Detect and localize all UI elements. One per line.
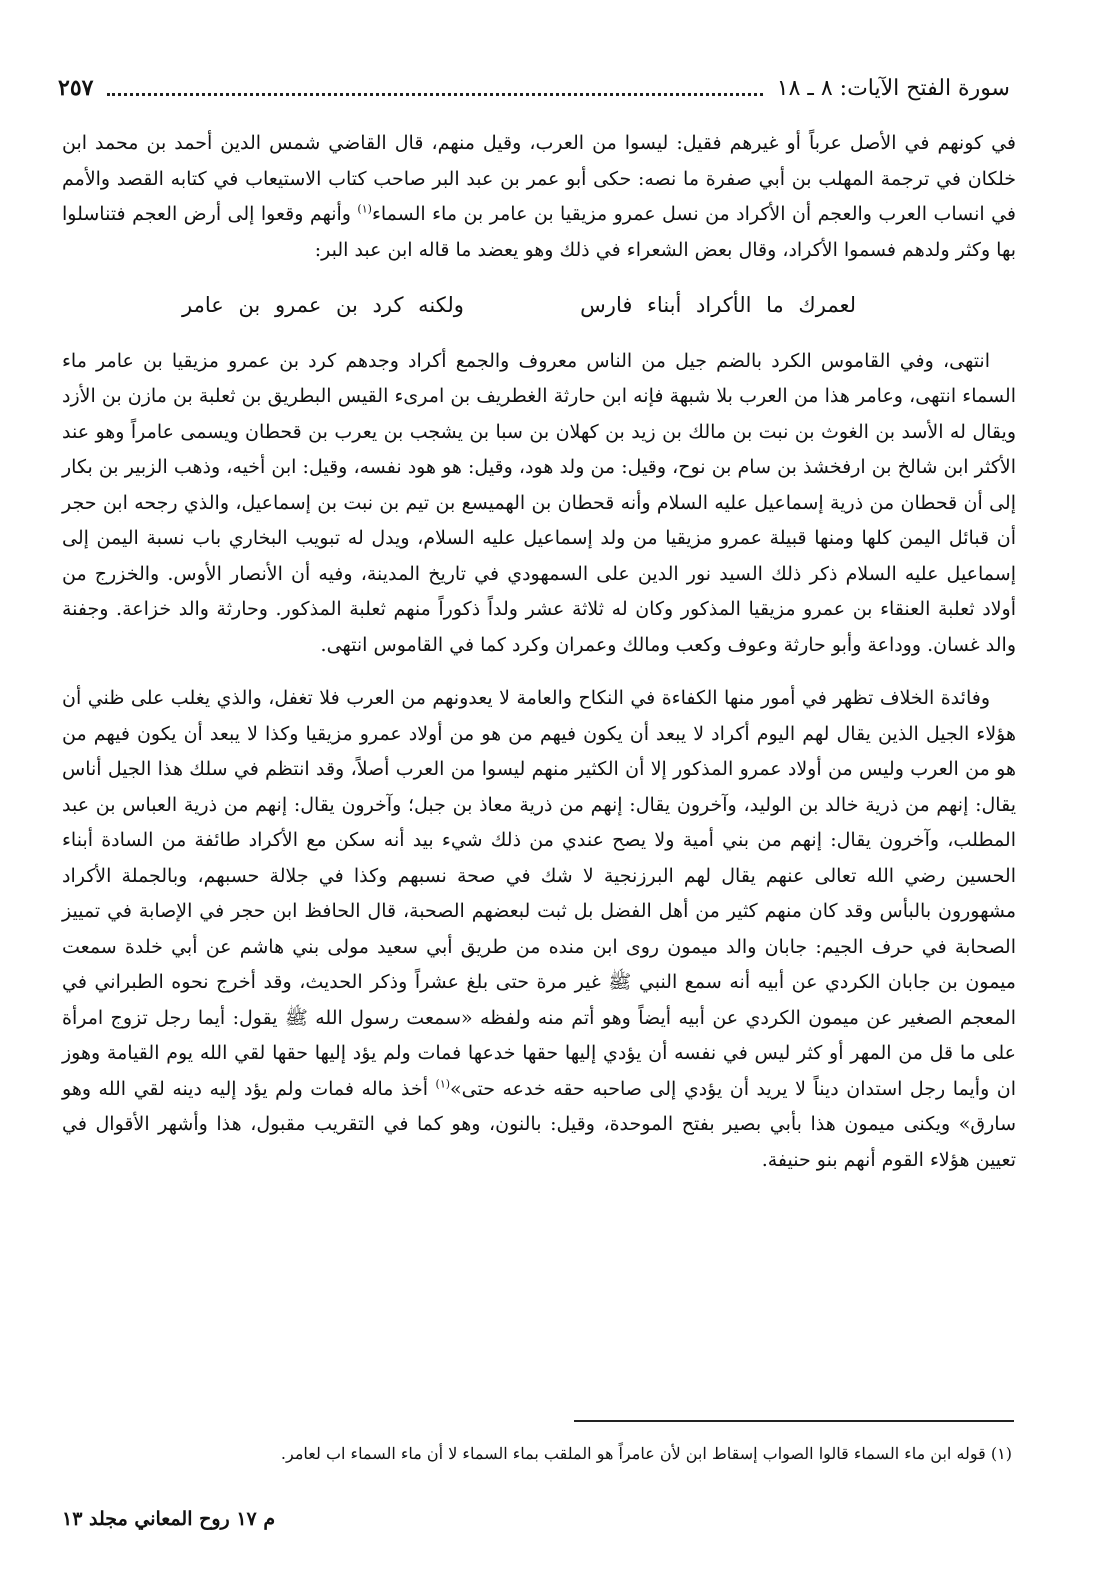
verse-second-hemistich: ولكنه كرد بن عمرو بن عامر bbox=[182, 293, 464, 317]
footnote-separator bbox=[574, 1420, 1014, 1422]
main-text bbox=[62, 126, 1016, 1178]
poetry-verse bbox=[182, 288, 856, 324]
surah-title: سورة الفتح الآيات: ٨ ـ ١٨ bbox=[776, 75, 1010, 101]
paragraph-2: انتهى، وفي القاموس الكرد بالضم جيل من الناس معروف والجمع أكراد وجدهم كرد بن عمرو مزيقيا بن عامر ماء السماء انتهى، وعامر هذا من العرب بلا شبهة فإنه ابن حارثة الغطريف بن امرىء القيس البطريق بن ثعلبة بن مازن بن الأزد ويقال له الأسد بن الغوث بن نبت بن مالك بن زيد بن كهلان بن سبا بن يشجب بن يعرب بن قحطان ويسمى عامراً وهو عند الأكثر ابن شالخ بن ارفخشذ بن سام بن نوح، وقيل: من ولد هود، وقيل: هو هود نفسه، وقيل: ابن أخيه، وذهب الزبير بن بكار إلى أن قحطان من ذرية إسماعيل عليه السلام وأنه قحطان بن الهميسع بن تيم بن نبت بن إسماعيل، والذي رجحه ابن حجر أن قبائل اليمن كلها ومنها قبيلة عمرو مزيقيا من ولد إسماعيل عليه السلام، ويدل له تبويب البخاري باب نسبة اليمن إلى إسماعيل عليه السلام ذكر ذلك السيد نور الدين على السمهودي في تاريخ المدينة، وفيه أن الأنصار الأوس. والخزرج من أولاد ثعلبة العنقاء بن عمرو مزيقيا المذكور وكان له ثلاثة عشر ولداً ذكوراً منهم ثعلبة المذكور. وحارثة والد خزاعة. وجفنة والد غسان. ووداعة وأبو حارثة وعوف وكعب ومالك وعمران وكرد كما في القاموس انتهى. bbox=[62, 349, 1016, 656]
verse-first-hemistich: لعمرك ما الأكراد أبناء فارس bbox=[580, 293, 856, 317]
paragraph-1: في كونهم في الأصل عرباً أو غيرهم فقيل: ليسوا من العرب، وقيل منهم، قال القاضي شمس الدين أحمد بن محمد ابن خلكان في ترجمة المهلب بن أبي صفرة ما نصه: حكى أبو عمر بن عبد البر صاحب كتاب الاستيعاب في كتابه القصد والأمم في انساب العرب والعجم أن الأكراد من نسل عمرو مزيقيا بن عامر بن ماء السماء$^{(١)}$ وأنهم وقعوا إلى أرض العجم فتناسلوا بها وكثر ولدهم فسموا الأكراد، وقال بعض الشعراء في ذلك وهو يعضد ما قاله ابن عبد البر: bbox=[62, 132, 1016, 261]
footnote: (١) قوله ابن ماء السماء قالوا الصواب إسقاط ابن لأن عامراً هو الملقب بماء السماء لا أن ماء السماء اب لعامر. bbox=[280, 1444, 1012, 1463]
footnote-marker-2: (١) bbox=[435, 1077, 451, 1091]
printer-signature: م ١٧ روح المعاني مجلد ١٣ bbox=[62, 1508, 276, 1530]
footnote-marker: (١) bbox=[357, 202, 372, 216]
paragraph-3: وفائدة الخلاف تظهر في أمور منها الكفاءة في النكاح والعامة لا يعدونهم من العرب فلا تغفل، والذي يغلب على ظني أن هؤلاء الجيل الذين يقال لهم اليوم أكراد لا يبعد أن يكون فيهم من هو من أولاد عمرو مزيقيا وكذا لا يبعد أن يكون فيهم من هو من العرب وليس من أولاد عمرو المذكور إلا أن الكثير منهم ليسوا من العرب أصلاً، وقد انتظم في سلك هذا الجيل أناس يقال: إنهم من ذرية خالد بن الوليد، وآخرون يقال: إنهم من ذرية معاذ بن جبل؛ وآخرون يقال: إنهم من ذرية العباس بن عبد المطلب، وآخرون يقال: إنهم من بني أمية ولا يصح عندي من ذلك شيء بيد أنه سكن مع الأكراد طائفة من السادة أبناء الحسين رضي الله تعالى عنهم يقال لهم البرزنجية لا شك في صحة نسبهم وكذا في جلالة حسبهم، وبالجملة الأكراد مشهورون بالبأس وقد كان منهم كثير من أهل الفضل بل ثبت لبعضهم الصحبة، قال الحافظ ابن حجر في الإصابة في تمييز الصحابة في حرف الجيم: جابان والد ميمون روى ابن منده من طريق أبي سعيد مولى بني هاشم عن أبي خلدة سمعت ميمون بن جابان الكردي عن أبيه أنه سمع النبي ﷺ غير مرة حتى بلغ عشراً وذكر الحديث، وقد أخرج نحوه الطبراني في المعجم الصغير عن ميمون الكردي عن أبيه أيضاً وهو أتم منه ولفظه «سمعت رسول الله ﷺ يقول: أيما رجل تزوج امرأة على ما قل من المهر أو كثر ليس في نفسه أن يؤدي إليها حقها خدعها فمات ولم يؤد إليها حقها لقي الله يوم القيامة وهوز ان وأيما رجل استدان ديناً لا يريد أن يؤدي إلى صاحبه حقه خدعه حتى»$^{(١)}$ أخذ ماله فمات ولم يؤد إليه دينه لقي الله وهو سارق» ويكنى ميمون هذا بأبي بصير بفتح الموحدة، وقيل: بالنون، وهو كما في التقريب مقبول، هذا وأشهر الأقوال في تعيين هؤلاء القوم أنهم بنو حنيفة. bbox=[62, 687, 1017, 1171]
dot-leader bbox=[107, 93, 762, 96]
running-header bbox=[58, 68, 1010, 108]
page-number: ٢٥٧ bbox=[58, 75, 94, 101]
